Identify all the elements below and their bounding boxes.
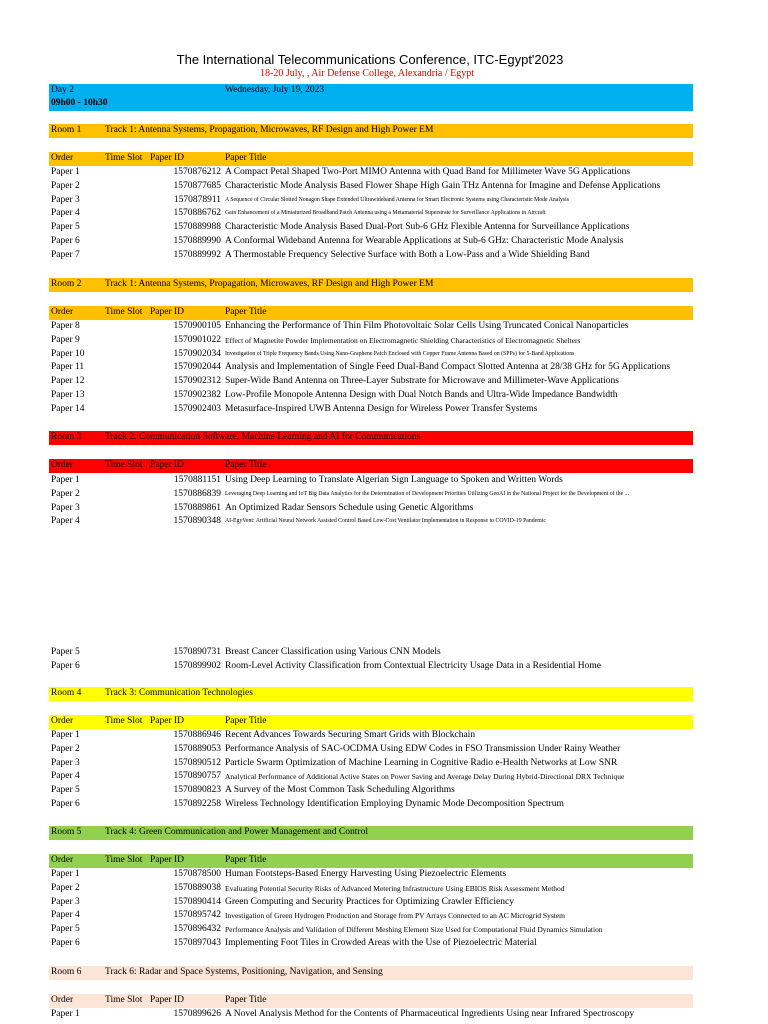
paper-id: 1570902312 [173, 376, 221, 387]
paper-row [49, 207, 693, 221]
paper-order: Paper 1 [51, 1009, 80, 1019]
paper-id: 1570895742 [173, 910, 221, 921]
paper-title: A Conformal Wideband Antenna for Wearable Applications at Sub-6 GHz: Characteristic Mode Analysis [225, 236, 624, 246]
paper-id: 1570886762 [173, 208, 221, 219]
paper-order: Paper 4 [51, 516, 80, 527]
track-label: Track 1: Antenna Systems, Propagation, Microwaves, RF Design and High Power EM [105, 125, 434, 135]
paper-id: 1570901022 [173, 334, 221, 345]
paper-order: Paper 13 [51, 390, 85, 400]
room-track-band [49, 966, 693, 980]
paper-title: An Optimized Radar Sensors Schedule using Genetic Algorithms [225, 502, 474, 513]
paper-row [49, 502, 693, 516]
paper-id: 1570889861 [173, 502, 221, 513]
room-label: Room 5 [51, 827, 82, 837]
paper-title: Recent Advances Towards Securing Smart Grids with Blockchain [225, 730, 476, 740]
paper-id: 1570889992 [173, 249, 221, 260]
paper-id: 1570896432 [173, 924, 221, 935]
column-header-time-slot: Time Slot [105, 716, 143, 726]
paper-row [49, 361, 693, 375]
paper-row [49, 729, 693, 743]
paper-order: Paper 3 [51, 757, 80, 768]
room-label: Room 6 [51, 967, 82, 977]
paper-id: 1570900105 [173, 321, 221, 331]
paper-id: 1570902034 [173, 348, 221, 359]
paper-order: Paper 2 [51, 882, 80, 893]
paper-title: Analysis and Implementation of Single Feed Dual-Band Compact Slotted Antenna at 28/38 GHz for 5G Applications [225, 362, 671, 373]
paper-row [49, 784, 693, 798]
paper-order: Paper 5 [51, 647, 80, 657]
column-header-order: Order [51, 995, 74, 1005]
paper-id: 1570876212 [173, 167, 221, 177]
track-label: Track 2: Communication Software, Machine Learning and AI for Communications [105, 432, 421, 442]
paper-row [49, 166, 693, 180]
paper-title: Implementing Foot Tiles in Crowded Areas with the Use of Piezoelectric Material [225, 938, 537, 948]
paper-id: 1570890731 [173, 647, 221, 657]
paper-id: 1570889990 [173, 236, 221, 246]
paper-title: A Compact Petal Shaped Two-Port MIMO Antenna with Quad Band for Millimeter Wave 5G Applications [225, 167, 631, 177]
paper-title: Gain Enhancement of a Miniaturized Broadband Patch Antenna using a Metamaterial Superstrate for Surveillance Applications in Aircraft [225, 210, 546, 217]
paper-row [49, 221, 693, 235]
paper-title: Breast Cancer Classification using Various CNN Models [225, 647, 441, 657]
paper-order: Paper 5 [51, 924, 80, 935]
column-header-row [49, 306, 693, 320]
paper-title: Low-Profile Monopole Antenna Design with Dual Notch Bands and Ultra-Wide Impedance Bandwidth [225, 390, 618, 400]
column-header-time-slot: Time Slot [105, 307, 143, 317]
column-header-paper-id: Paper ID [150, 307, 185, 317]
column-header-row [49, 459, 693, 473]
column-header-time-slot: Time Slot [105, 460, 143, 470]
column-header-order: Order [51, 153, 74, 163]
column-header-paper-id: Paper ID [150, 995, 185, 1005]
paper-title: Metasurface-Inspired UWB Antenna Design for Wireless Power Transfer Systems [225, 403, 538, 414]
paper-title: Investigation of Triple Frequency Bands Using Nano-Graphene Patch Enclosed with Copper Frame Antenna Based on (SPPs) for 5-Band Applications [225, 350, 575, 357]
paper-row [49, 194, 693, 208]
paper-row [49, 320, 693, 334]
paper-row [49, 474, 693, 488]
paper-id: 1570889053 [173, 743, 221, 754]
paper-id: 1570889988 [173, 222, 221, 233]
room-label: Room 4 [51, 688, 82, 698]
room-track-band [49, 431, 693, 445]
paper-order: Paper 4 [51, 771, 80, 782]
paper-title: AI-EgyVent: Artificial Neural Network Assisted Control Based Low-Cost Ventilator Implementation in Response to COVID-19 Pandemic [225, 518, 546, 525]
column-header-title: Paper Title [225, 460, 267, 470]
paper-title: A Sequence of Circular Slotted Nonagon Shape Extended Ultrawideband Antenna for Smart Electronic Systems using Characteristic Mode Analysis [225, 196, 570, 203]
room-label: Room 2 [51, 279, 82, 289]
paper-order: Paper 2 [51, 180, 80, 191]
paper-title: Room-Level Activity Classification from Contextual Electricity Usage Data in a Residential Home [225, 660, 601, 671]
paper-title: Leveraging Deep Learning and IoT Big Data Analytics for the Determination of Development Priorities Utilizing GeoAI in the National Project for the Development of the ... [225, 490, 629, 497]
paper-row [49, 403, 693, 417]
column-header-time-slot: Time Slot [105, 153, 143, 163]
room-track-band [49, 826, 693, 840]
column-header-order: Order [51, 307, 74, 317]
track-label: Track 6: Radar and Space Systems, Positioning, Navigation, and Sensing [105, 967, 383, 977]
paper-id: 1570899626 [173, 1009, 221, 1019]
column-header-paper-id: Paper ID [150, 153, 185, 163]
paper-title: Particle Swarm Optimization of Machine Learning in Cognitive Radio e-Health Networks at Low SNR [225, 757, 618, 768]
column-header-row [49, 994, 693, 1008]
paper-order: Paper 5 [51, 222, 80, 233]
paper-order: Paper 7 [51, 249, 80, 260]
paper-title: Using Deep Learning to Translate Algerian Sign Language to Spoken and Written Words [225, 475, 563, 485]
paper-row [49, 909, 693, 923]
paper-order: Paper 1 [51, 475, 80, 485]
page-title: The International Telecommunications Conference, ITC-Egypt'2023 [176, 52, 564, 67]
paper-id: 1570878911 [173, 194, 221, 205]
paper-row [49, 180, 693, 194]
paper-order: Paper 8 [51, 321, 80, 331]
paper-title: Performance Analysis of SAC-OCDMA Using EDW Codes in FSO Transmission Under Rainy Weather [225, 743, 621, 754]
column-header-title: Paper Title [225, 307, 267, 317]
paper-title: Characteristic Mode Analysis Based Dual-Port Sub-6 GHz Flexible Antenna for Surveillance Applications [225, 222, 630, 233]
paper-order: Paper 4 [51, 208, 80, 219]
paper-row [49, 249, 693, 263]
paper-order: Paper 6 [51, 236, 80, 246]
column-header-title: Paper Title [225, 995, 267, 1005]
paper-title: Super-Wide Band Antenna on Three-Layer Substrate for Microwave and Millimeter-Wave Applications [225, 376, 620, 387]
paper-title: Investigation of Green Hydrogen Production and Storage from PV Arrays Connected to an AC Microgrid System [225, 911, 566, 921]
column-header-paper-id: Paper ID [150, 460, 185, 470]
paper-order: Paper 5 [51, 785, 80, 796]
paper-row [49, 798, 693, 812]
paper-order: Paper 14 [51, 403, 85, 414]
column-header-order: Order [51, 716, 74, 726]
paper-row [49, 334, 693, 348]
paper-row [49, 868, 693, 882]
room-track-band [49, 124, 693, 138]
paper-title: Enhancing the Performance of Thin Film Photovoltaic Solar Cells Using Truncated Conical Nanoparticles [225, 321, 629, 331]
room-label: Room 3 [51, 432, 82, 442]
paper-order: Paper 6 [51, 799, 80, 809]
paper-order: Paper 2 [51, 488, 80, 499]
paper-order: Paper 3 [51, 502, 80, 513]
paper-id: 1570902044 [173, 362, 221, 373]
paper-row [49, 896, 693, 910]
column-header-order: Order [51, 460, 74, 470]
paper-id: 1570902403 [173, 403, 221, 414]
paper-title: Wireless Technology Identification Employing Dynamic Mode Decomposition Spectrum [225, 799, 564, 809]
paper-title: Performance Analysis and Validation of Different Meshing Element Size Used for Computational Fluid Dynamics Simulation [225, 925, 603, 935]
paper-row [49, 646, 693, 660]
column-header-title: Paper Title [225, 153, 267, 163]
paper-row [49, 488, 693, 502]
room-track-band [49, 278, 693, 292]
track-label: Track 4: Green Communication and Power Management and Control [105, 827, 368, 837]
paper-title: Effect of Magnetite Powder Implementation on Electromagnetic Shielding Characteristics of Electromagnetic Shelters [225, 335, 581, 345]
paper-order: Paper 10 [51, 348, 85, 359]
paper-row [49, 389, 693, 403]
paper-order: Paper 9 [51, 334, 80, 345]
paper-id: 1570889038 [173, 882, 221, 893]
column-header-paper-id: Paper ID [150, 855, 185, 865]
paper-id: 1570881151 [173, 475, 221, 485]
paper-title: Analytical Performance of Additional Active States on Power Saving and Average Delay During Hybrid-Directional DRX Technique [225, 772, 625, 782]
paper-title: Characteristic Mode Analysis Based Flower Shape High Gain THz Antenna for Imagine and Defense Applications [225, 180, 661, 191]
paper-title: A Thermostable Frequency Selective Surface with Both a Low-Pass and a Wide Shielding Band [225, 249, 590, 260]
column-header-title: Paper Title [225, 855, 267, 865]
paper-row [49, 515, 693, 529]
paper-id: 1570878500 [173, 869, 221, 879]
track-label: Track 1: Antenna Systems, Propagation, Microwaves, RF Design and High Power EM [105, 279, 434, 289]
paper-row [49, 757, 693, 771]
column-header-row [49, 854, 693, 868]
column-header-time-slot: Time Slot [105, 995, 143, 1005]
day-banner [49, 84, 693, 111]
paper-id: 1570877685 [173, 180, 221, 191]
column-header-row [49, 152, 693, 166]
paper-order: Paper 4 [51, 910, 80, 921]
paper-order: Paper 1 [51, 730, 80, 740]
page-subtitle: 18-20 July, , Air Defense College, Alexandria / Egypt [259, 68, 475, 79]
paper-row [49, 375, 693, 389]
paper-id: 1570890414 [173, 896, 221, 907]
column-header-paper-id: Paper ID [150, 716, 185, 726]
paper-order: Paper 2 [51, 743, 80, 754]
paper-order: Paper 3 [51, 194, 80, 205]
room-track-band [49, 687, 693, 701]
paper-id: 1570890348 [173, 516, 221, 527]
paper-row [49, 882, 693, 896]
paper-row [49, 743, 693, 757]
paper-order: Paper 3 [51, 896, 80, 907]
day-date: Wednesday, July 19, 2023 [225, 85, 325, 95]
paper-row [49, 770, 693, 784]
paper-id: 1570886946 [173, 730, 221, 740]
column-header-title: Paper Title [225, 716, 267, 726]
column-header-row [49, 715, 693, 729]
paper-row [49, 348, 693, 362]
paper-order: Paper 12 [51, 376, 85, 387]
paper-title: Evaluating Potential Security Risks of Advanced Metering Infrastructure Using EBIOS Risk Assessment Method [225, 883, 565, 893]
paper-id: 1570892258 [173, 799, 221, 809]
paper-order: Paper 1 [51, 869, 80, 879]
paper-id: 1570899902 [173, 660, 221, 671]
paper-row [49, 937, 693, 951]
paper-title: A Novel Analysis Method for the Contents of Pharmaceutical Ingredients Using near Infrared Spectroscopy [225, 1009, 635, 1019]
day-time: 09h00 - 10h30 [51, 98, 108, 108]
paper-order: Paper 6 [51, 660, 80, 671]
paper-order: Paper 11 [51, 362, 85, 373]
track-label: Track 3: Communication Technologies [105, 688, 253, 698]
day-label: Day 2 [51, 85, 74, 95]
paper-title: A Survey of the Most Common Task Scheduling Algorithms [225, 785, 455, 796]
paper-row [49, 235, 693, 249]
paper-row [49, 660, 693, 674]
paper-row [49, 923, 693, 937]
paper-id: 1570886839 [173, 488, 221, 499]
paper-id: 1570890823 [173, 785, 221, 796]
paper-title: Human Footsteps-Based Energy Harvesting Using Piezoelectric Elements [225, 869, 507, 879]
paper-row [49, 1008, 693, 1022]
paper-title: Green Computing and Security Practices for Optimizing Crawler Efficiency [225, 896, 514, 907]
paper-id: 1570897043 [173, 938, 221, 948]
room-label: Room 1 [51, 125, 82, 135]
paper-order: Paper 1 [51, 167, 80, 177]
paper-order: Paper 6 [51, 938, 80, 948]
paper-id: 1570890512 [173, 757, 221, 768]
paper-id: 1570890757 [173, 771, 221, 782]
column-header-order: Order [51, 855, 74, 865]
column-header-time-slot: Time Slot [105, 855, 143, 865]
paper-id: 1570902382 [173, 390, 221, 400]
